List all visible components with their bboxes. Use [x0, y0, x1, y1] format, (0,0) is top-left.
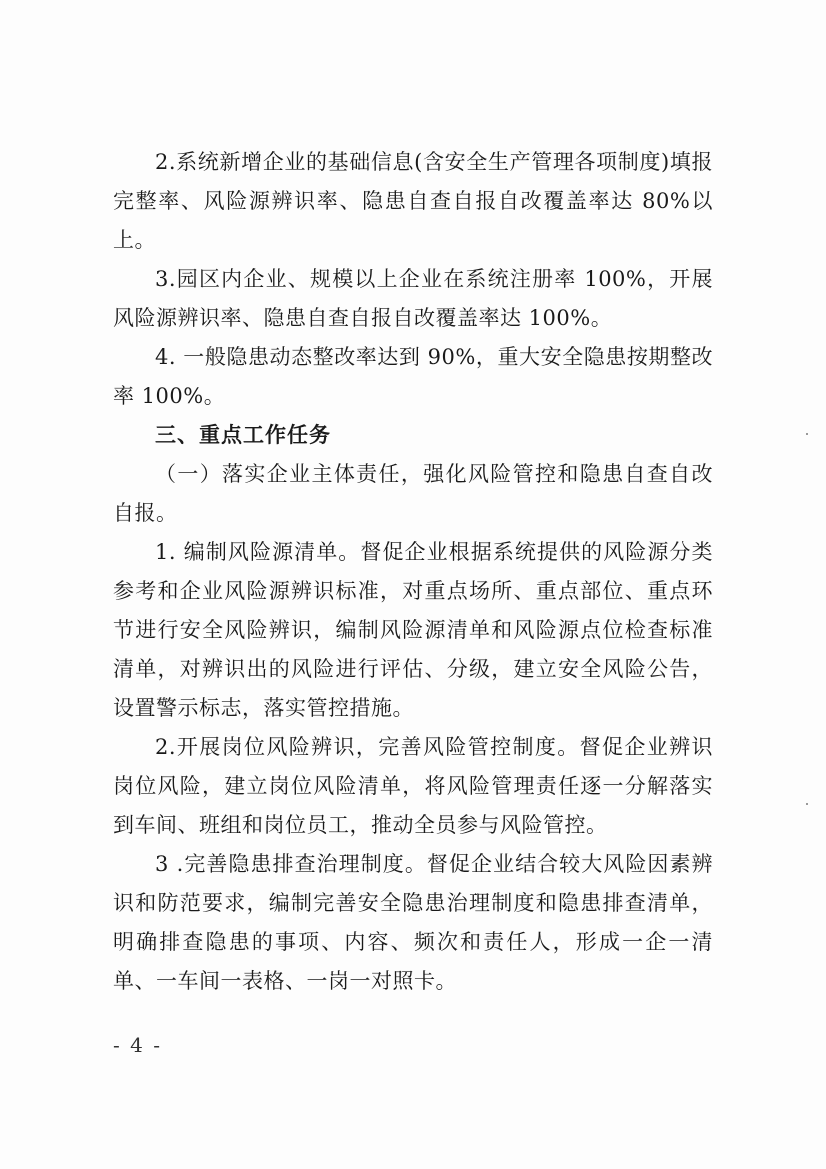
page-number: - 4 - — [113, 1033, 162, 1057]
paragraph-target-4: 4. 一般隐患动态整改率达到 90%，重大安全隐患按期整改率 100%。 — [113, 345, 713, 408]
scan-speck — [806, 803, 808, 805]
paragraph-task-2: 2.开展岗位风险辨识，完善风险管控制度。督促企业辨识岗位风险，建立岗位风险清单，将风险管理责任逐一分解落实到车间、班组和岗位员工，推动全员参与风险管控。 — [113, 735, 713, 837]
document-body — [113, 143, 713, 1001]
scan-speck — [806, 433, 808, 435]
paragraph-target-2: 2.系统新增企业的基础信息(含安全生产管理各项制度)填报完整率、风险源辨识率、隐患自查自报自改覆盖率达 80%以上。 — [113, 150, 713, 252]
paragraph-task-3: 3 .完善隐患排查治理制度。督促企业结合较大风险因素辨识和防范要求，编制完善安全隐患治理制度和隐患排查清单，明确排查隐患的事项、内容、频次和责任人，形成一企一清单、一车间一表格、一岗一对照卡。 — [113, 852, 713, 993]
section-heading: 三、重点工作任务 — [155, 423, 331, 447]
paragraph-target-3: 3.园区内企业、规模以上企业在系统注册率 100%，开展风险源辨识率、隐患自查自报自改覆盖率达 100%。 — [113, 267, 713, 330]
paragraph-task-1: 1. 编制风险源清单。督促企业根据系统提供的风险源分类参考和企业风险源辨识标准，对重点场所、重点部位、重点环节进行安全风险辨识，编制风险源清单和风险源点位检查标准清单，对辨识出的风险进行评估、分级，建立安全风险公告，设置警示标志，落实管控措施。 — [113, 540, 713, 720]
subsection-heading: （一）落实企业主体责任，强化风险管控和隐患自查自改自报。 — [113, 462, 713, 525]
